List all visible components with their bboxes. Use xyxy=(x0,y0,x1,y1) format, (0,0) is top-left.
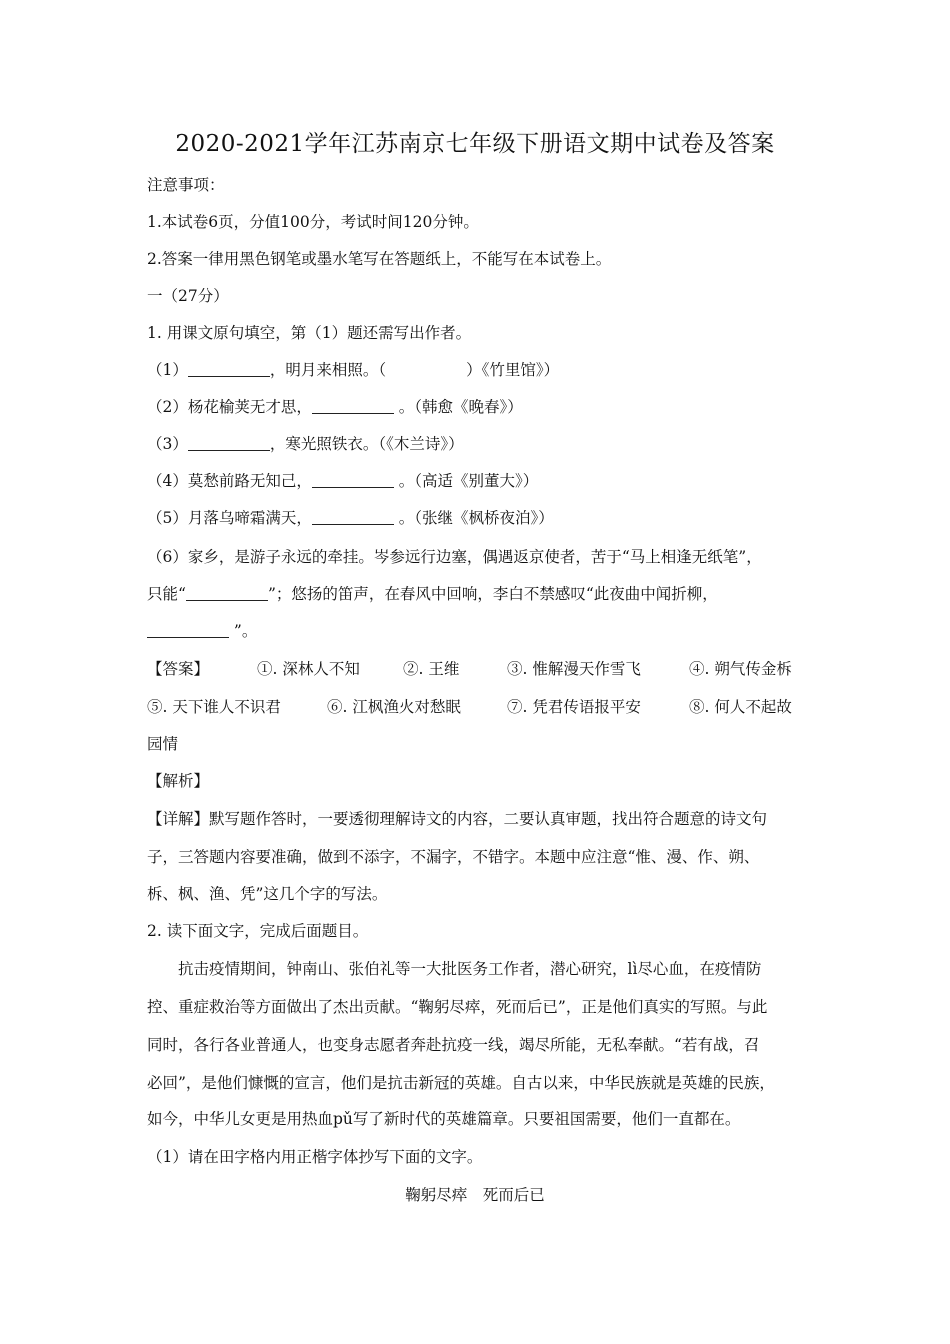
answer-blank[interactable] xyxy=(312,398,394,414)
answer-item: ⑦. 凭君传语报平安 xyxy=(507,698,641,716)
answer-item: ⑥. 江枫渔火对愁眠 xyxy=(327,698,461,716)
answer-blank[interactable] xyxy=(188,435,270,451)
answer-item: ③. 惟解漫天作雪飞 xyxy=(507,660,641,678)
answer-item: ⑧. 何人不起故 xyxy=(689,698,792,716)
detail-line-2: 子，三答题内容要准确，做到不添字，不漏字，不错字。本题中应注意“惟、漫、作、朔、 xyxy=(147,848,760,866)
answer-item: ①. 深林人不知 xyxy=(257,660,360,678)
question-1-item-1: （1） ，明月来相照。（ ）《竹里馆》） xyxy=(147,361,560,379)
question-1-item-6-line-2: 只能“ ”；悠扬的笛声，在春风中回响，李白不禁感叹“此夜曲中闻折柳， xyxy=(147,585,718,603)
answer-item: ⑤. 天下谁人不识君 xyxy=(147,698,281,716)
analysis-label: 【解析】 xyxy=(147,772,210,790)
detail-line-3: 柝、枫、渔、凭”这几个字的写法。 xyxy=(147,885,388,903)
notes-heading: 注意事项： xyxy=(147,176,225,194)
note-1: 1.本试卷6页，分值100分，考试时间120分钟。 xyxy=(147,213,479,231)
note-2: 2.答案一律用黑色钢笔或墨水笔写在答题纸上，不能写在本试卷上。 xyxy=(147,250,612,268)
answer-blank[interactable] xyxy=(147,622,229,638)
copy-text: 鞠躬尽瘁 死而后已 xyxy=(405,1186,545,1204)
passage-line-5: 如今，中华儿女更是用热血pǔ写了新时代的英雄篇章。只要祖国需要，他们一直都在。 xyxy=(147,1110,741,1128)
answer-item: ④. 朔气传金柝 xyxy=(689,660,792,678)
answer-blank[interactable] xyxy=(312,472,394,488)
answer-blank[interactable] xyxy=(188,361,270,377)
answer-blank[interactable] xyxy=(186,585,268,601)
detail-line-1: 【详解】默写题作答时，一要透彻理解诗文的内容，二要认真审题，找出符合题意的诗文句 xyxy=(147,810,768,828)
question-1-item-6-line-3: ”。 xyxy=(147,620,257,642)
page-title: 2020-2021学年江苏南京七年级下册语文期中试卷及答案 xyxy=(175,131,775,157)
passage-line-4: 必回”，是他们慷慨的宣言，他们是抗击新冠的英雄。自古以来，中华民族就是英雄的民族， xyxy=(147,1074,775,1092)
question-2-stem: 2. 读下面文字，完成后面题目。 xyxy=(147,922,369,940)
answer-blank[interactable] xyxy=(312,509,394,525)
answer-item: ②. 王维 xyxy=(403,660,460,678)
passage-line-3: 同时，各行各业普通人，也变身志愿者奔赴抗疫一线，竭尽所能，无私奉献。“若有战，召 xyxy=(147,1036,760,1054)
question-1-item-2: （2）杨花榆荚无才思， 。（韩愈《晚春》） xyxy=(147,398,523,416)
question-1-item-5: （5）月落乌啼霜满天， 。（张继《枫桥夜泊》） xyxy=(147,509,554,527)
question-1-item-3: （3） ，寒光照铁衣。（《木兰诗》） xyxy=(147,435,464,453)
passage-line-1: 抗击疫情期间，钟南山、张伯礼等一大批医务工作者，潜心研究，lì尽心血，在疫情防 xyxy=(178,960,762,978)
question-2-sub-1: （1）请在田字格内用正楷字体抄写下面的文字。 xyxy=(147,1148,483,1166)
question-1-stem: 1. 用课文原句填空，第（1）题还需写出作者。 xyxy=(147,324,472,342)
question-1-item-4: （4）莫愁前路无知己， 。（高适《别董大》） xyxy=(147,472,539,490)
answer-row-3: 园情 xyxy=(147,735,179,753)
question-1-item-6-line-1: （6）家乡，是游子永远的牵挂。岑参远行边塞，偶遇返京使者，苦于“马上相逢无纸笔”， xyxy=(147,548,762,566)
section-heading: 一（27分） xyxy=(147,287,229,305)
passage-line-2: 控、重症救治等方面做出了杰出贡献。“鞠躬尽瘁，死而后已”，正是他们真实的写照。与此 xyxy=(147,998,768,1016)
answer-label: 【答案】 xyxy=(147,660,210,678)
